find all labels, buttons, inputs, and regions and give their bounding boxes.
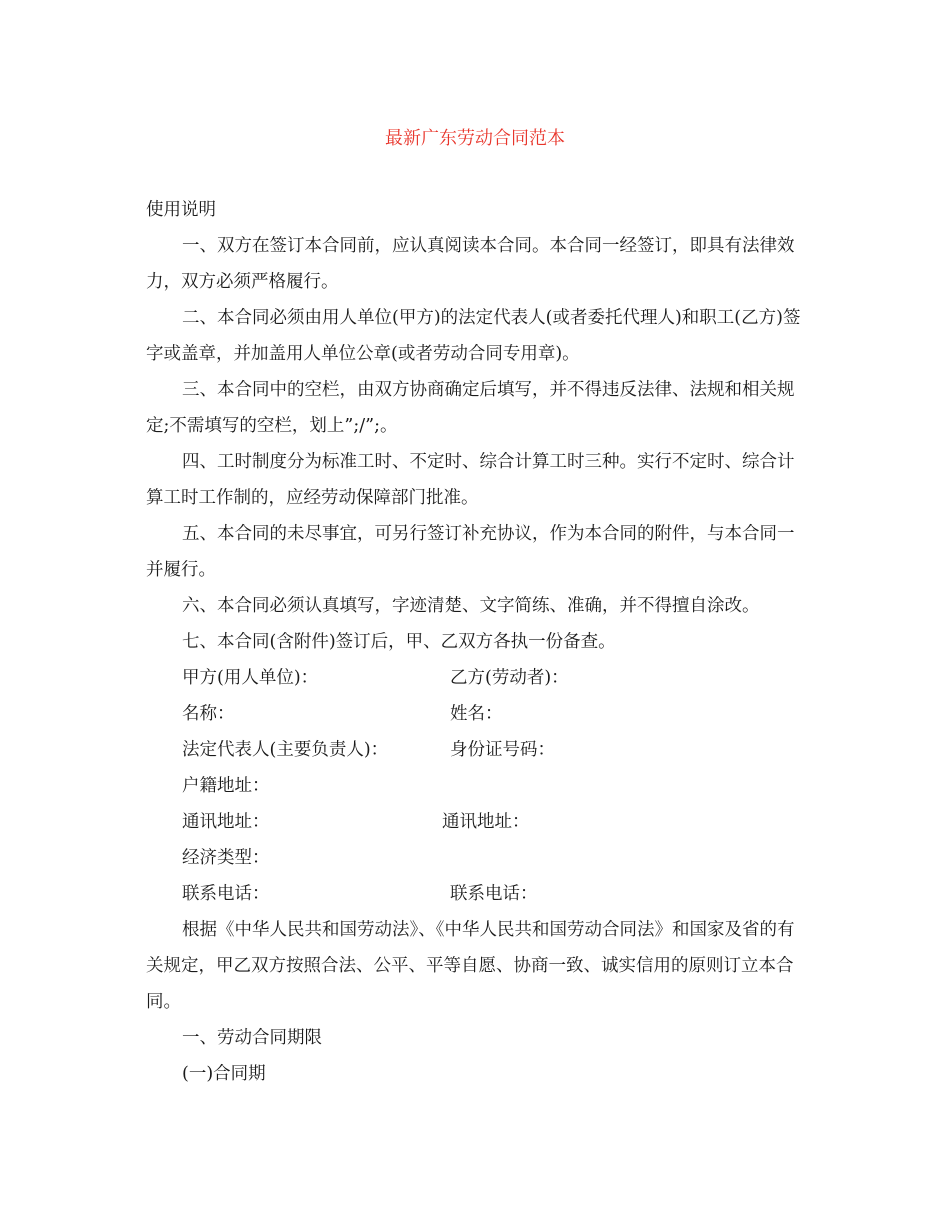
note-paragraph: 三、本合同中的空栏，由双方协商确定后填写，并不得违反法律、法规和相关规定;不需填写的空栏，划上”;/”;。	[146, 380, 795, 436]
company-name-label: 名称：	[182, 704, 235, 724]
note-paragraph: 六、本合同必须认真填写，字迹清楚、文字简练、准确，并不得擅自涂改。	[182, 596, 760, 616]
note-paragraph: 四、工时制度分为标准工时、不定时、综合计算工时三种。实行不定时、综合计算工时工作制的，应经劳动保障部门批准。	[146, 452, 795, 508]
address-row	[146, 804, 806, 840]
legal-rep-label: 法定代表人(主要负责人)：	[182, 740, 389, 760]
note-paragraph: 七、本合同(含附件)签订后，甲、乙双方各执一份备查。	[182, 632, 616, 652]
legal-rep-row	[146, 732, 806, 768]
usage-heading: 使用说明	[146, 200, 216, 220]
note-paragraph: 五、本合同的未尽事宜，可另行签订补充协议，作为本合同的附件，与本合同一并履行。	[146, 524, 795, 580]
preamble-paragraph: 根据《中华人民共和国劳动法》、《中华人民共和国劳动合同法》和国家及省的有关规定，甲乙双方按照合法、公平、平等自愿、协商一致、诚实信用的原则订立本合同。	[146, 920, 795, 1012]
id-number-label: 身份证号码：	[450, 740, 555, 760]
party-b-label: 乙方(劳动者)：	[450, 668, 569, 688]
phone-b-label: 联系电话：	[450, 884, 538, 904]
document-title: 最新广东劳动合同范本	[385, 128, 565, 149]
party-header-row	[146, 660, 806, 696]
phone-row	[146, 876, 806, 912]
name-row	[146, 696, 806, 732]
document-body	[146, 192, 806, 1092]
subsection-heading: (一)合同期	[182, 1064, 266, 1084]
household-address-label: 户籍地址：	[182, 776, 270, 796]
note-paragraph: 二、本合同必须由用人单位(甲方)的法定代表人(或者委托代理人)和职工(乙方)签字或盖章，并加盖用人单位公章(或者劳动合同专用章)。	[146, 308, 801, 364]
party-a-label: 甲方(用人单位)：	[182, 668, 319, 688]
address-b-label: 通讯地址：	[442, 812, 530, 832]
note-paragraph: 一、双方在签订本合同前，应认真阅读本合同。本合同一经签订，即具有法律效力，双方必须严格履行。	[146, 236, 795, 292]
section-heading: 一、劳动合同期限	[182, 1028, 322, 1048]
worker-name-label: 姓名：	[450, 704, 503, 724]
economic-type-label: 经济类型：	[182, 848, 270, 868]
phone-a-label: 联系电话：	[182, 884, 270, 904]
address-a-label: 通讯地址：	[182, 812, 270, 832]
